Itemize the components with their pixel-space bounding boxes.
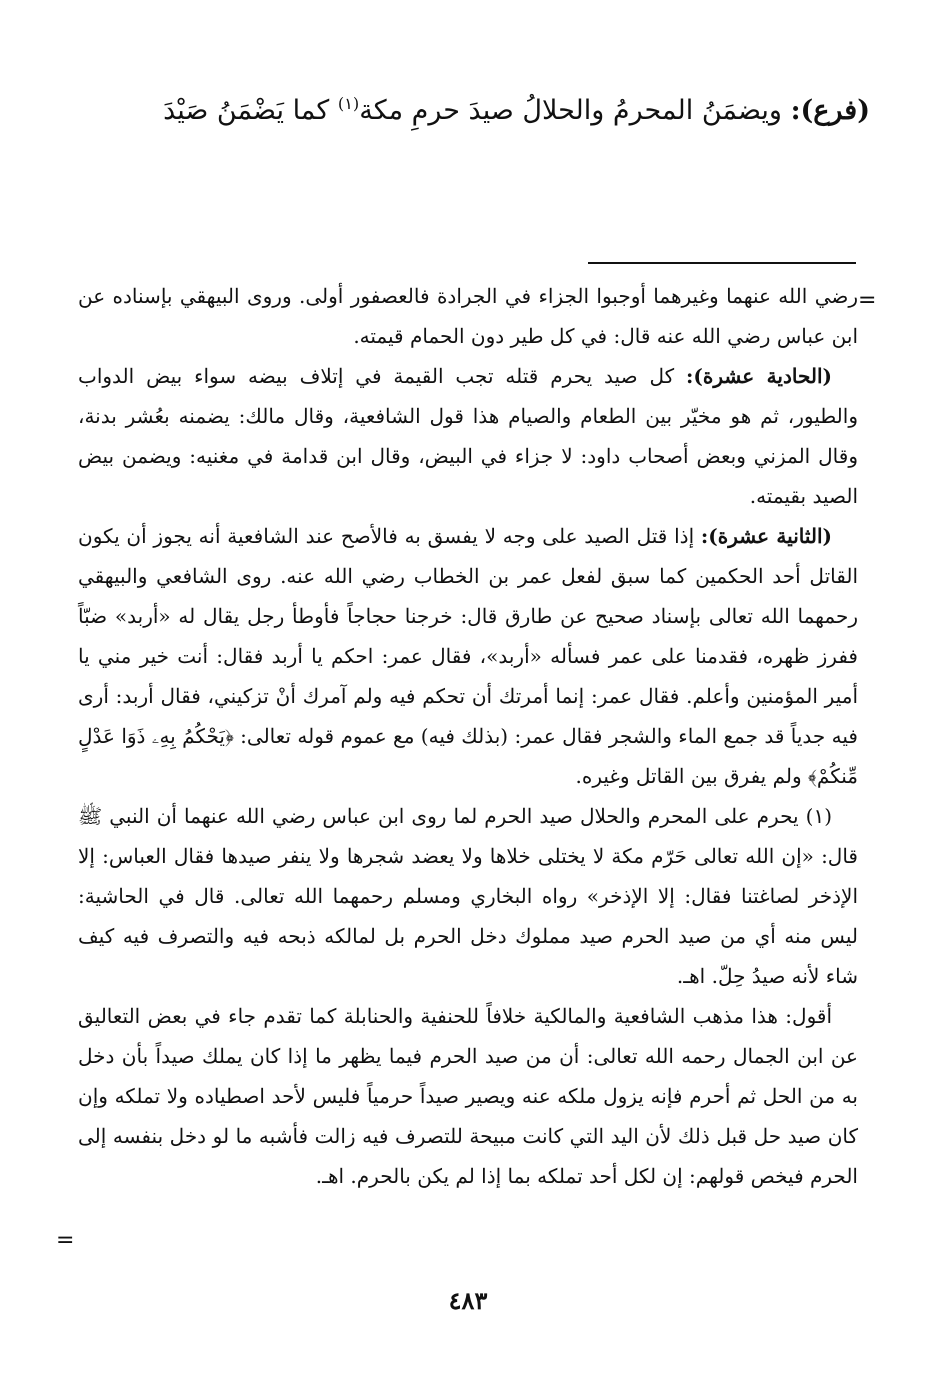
footnote-paragraph: [78, 516, 858, 796]
paragraph-lead: (١): [805, 804, 833, 828]
paragraph-text: كل صيد يحرم قتله تجب القيمة في إتلاف بيضه سواء بيض الدواب والطيور، ثم هو مخيّر بين الطعام والصيام هذا قول الشافعية، وقال مالك: يضمنه بعُشر بدنة، وقال المزني وبعض أصحاب داود: لا جزاء في البيض، وقال ابن قدامة في مغنيه: ويضمن بيض الصيد بقيمته.: [78, 364, 858, 508]
paragraph-text: إذا قتل الصيد على وجه لا يفسق به فالأصح عند الشافعية أنه يجوز أن يكون القاتل أحد الحكمين كما سبق لفعل عمر بن الخطاب رضي الله عنه. روى الشافعي والبيهقي رحمهما الله تعالى بإسناد صحيح عن طارق قال: خرجنا حجاجاً فأوطأ رجل يقال له «أربد» ضبّاً ففرز ظهره، فقدمنا على عمر فسأله «أربد»، فقال عمر: احكم يا أربد فقال: أنت خير مني يا أمير المؤمنين وأعلم. فقال عمر: إنما أمرتك أن تحكم فيه ولم آمرك أنْ تزكيني، فقال أربد: أرى فيه جدياً قد جمع الماء والشجر فقال عمر: (بذلك فيه) مع عموم قوله تعالى: ﴿يَحْكُمُ بِهِۦ ذَوَا عَدْلٍ مِّنكُمْ﴾ ولم يفرق بين القاتل وغيره.: [78, 524, 858, 788]
heading-text: ويضمَنُ المحرمُ والحلالُ صيدَ حرمِ مكة: [359, 95, 782, 126]
footnotes-block: [78, 276, 858, 1196]
footnote-reference[interactable]: (١): [337, 94, 360, 113]
paragraph-text: هذا مذهب الشافعية والمالكية خلافاً للحنفية والحنابلة كما تقدم جاء في بعض التعاليق عن ابن الجمال رحمه الله تعالى: أن من صيد الحرم فيما يظهر ما إذا كان يملك صيداً بأن دخل به من الحل ثم أحرم فإنه يزول ملكه عنه ويصير صيداً حرمياً فليس لأحد اصطياده ولا تملكه وإن كان صيد حل قبل ذلك لأن اليد التي كانت مبيحة للتصرف فيه زالت فأشبه ما لو دخل بنفسه إلى الحرم فيخص قولهم: إن لكل أحد تملكه بما إذا لم يكن بالحرم. اهـ.: [78, 1004, 858, 1188]
continuation-mark-bottom: =: [56, 1228, 75, 1253]
footnote-paragraph: [78, 996, 858, 1196]
continuation-mark-top: =: [858, 288, 877, 313]
paragraph-lead: (الثانية عشرة):: [700, 524, 833, 548]
page-number: ٤٨٣: [448, 1286, 488, 1315]
footnote-paragraph: [78, 356, 858, 516]
paragraph-lead: (الحادية عشرة):: [686, 364, 832, 388]
footnote-separator: [588, 262, 856, 264]
page-heading: [70, 82, 870, 133]
heading-tail: كما يَضْمَنُ صَيْدَ: [163, 95, 330, 126]
paragraph-text: رضي الله عنهما وغيرهما أوجبوا الجزاء في الجرادة فالعصفور أولى. وروى البيهقي بإسناده عن ابن عباس رضي الله عنه قال: في كل طير دون الحمام قيمته.: [78, 284, 859, 348]
paragraph-lead: أقول:: [785, 1004, 833, 1028]
heading-lead: (فرع):: [790, 95, 870, 126]
footnote-paragraph: [78, 276, 858, 356]
footnote-paragraph: [78, 796, 858, 996]
paragraph-text: يحرم على المحرم والحلال صيد الحرم لما روى ابن عباس رضي الله عنهما أن النبي ﷺ قال: «إن الله تعالى حَرّم مكة لا يختلى خلاها ولا يعضد شجرها ولا ينفر صيدها فقال العباس: إلا الإذخر لصاغتنا فقال: إلا الإذخر» رواه البخاري ومسلم رحمهما الله تعالى. قال في الحاشية: ليس منه أي من صيد الحرم صيد مملوك دخل الحرم بل لمالكه ذبحه فيه والتصرف فيه كيف شاء لأنه صيدُ حِلّ. اهـ.: [78, 804, 858, 988]
